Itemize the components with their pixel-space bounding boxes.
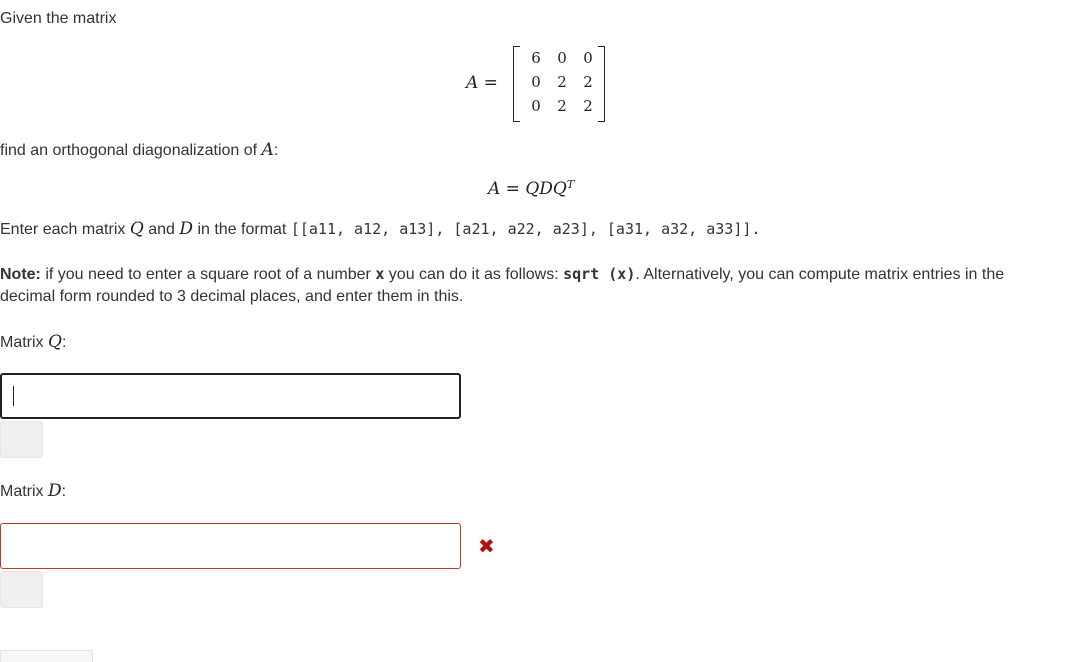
matrix-q-label-var: Q (48, 332, 62, 352)
note-label: Note: (0, 266, 41, 283)
matrix-d-input[interactable] (0, 523, 461, 569)
matrix-q-label-suffix: : (61, 334, 67, 351)
note-text-3: . Alternatively, you can compute matrix entries in the (635, 266, 1005, 283)
note-text-1: if you need to enter a square root of a number (40, 266, 376, 283)
matrix-d-label-prefix: Matrix (0, 483, 48, 500)
matrix-d-label-var: D (48, 481, 62, 501)
matrix-cell: 2 (557, 97, 567, 115)
matrix-left-bracket (513, 46, 520, 122)
matrix-cell: 0 (531, 97, 541, 115)
note-line-1 (0, 264, 1004, 285)
matrix-q-label-prefix: Matrix (0, 334, 48, 351)
matrix-q-label (0, 332, 66, 353)
format-d: D (179, 219, 193, 239)
format-prefix: Enter each matrix (0, 221, 130, 238)
note-sqrt: sqrt (x) (563, 265, 636, 283)
bottom-tab[interactable] (0, 650, 93, 662)
matrix-d-label (0, 481, 66, 502)
matrix-q-input[interactable] (0, 373, 461, 419)
incorrect-cross-icon: ✖ (478, 534, 495, 558)
equation-eq: = (500, 179, 526, 199)
intro-text: Given the matrix (0, 10, 117, 27)
equation (488, 178, 574, 200)
equation-rhs: QDQ (525, 179, 567, 199)
matrix-cell: 2 (557, 73, 567, 91)
matrix-cell: 0 (531, 73, 541, 91)
note-line-2: decimal form rounded to 3 decimal places, and enter them in this. (0, 288, 464, 305)
note-text-2: you can do it as follows: (384, 266, 564, 283)
equation-lhs: A (488, 179, 501, 199)
find-suffix: : (273, 142, 279, 159)
format-mid: in the format (193, 221, 291, 238)
equation-sup: T (566, 178, 575, 191)
matrix-cell: 0 (583, 49, 593, 67)
matrix-lhs-label: A = (466, 73, 498, 93)
matrix-lhs (466, 72, 498, 94)
matrix-cell: 2 (583, 73, 593, 91)
matrix-cell: 2 (583, 97, 593, 115)
find-var: A (261, 140, 274, 160)
matrix-d-label-suffix: : (61, 483, 67, 500)
matrix-d-preview-button[interactable] (0, 571, 43, 608)
matrix-cell: 6 (531, 49, 541, 67)
format-instruction (0, 219, 760, 240)
find-prefix: find an orthogonal diagonalization of (0, 142, 262, 159)
matrix-q-preview-button[interactable] (0, 421, 43, 458)
note-x: x (375, 265, 385, 283)
find-text (0, 140, 278, 161)
matrix-right-bracket (598, 46, 605, 122)
format-code: [[a11, a12, a13], [a21, a22, a23], [a31, a32, a33]]. (290, 220, 761, 238)
matrix-a-display (513, 44, 605, 124)
format-and: and (143, 221, 180, 238)
format-q: Q (129, 219, 144, 239)
matrix-a-grid (523, 46, 601, 118)
matrix-cell: 0 (557, 49, 567, 67)
text-caret (13, 386, 14, 406)
